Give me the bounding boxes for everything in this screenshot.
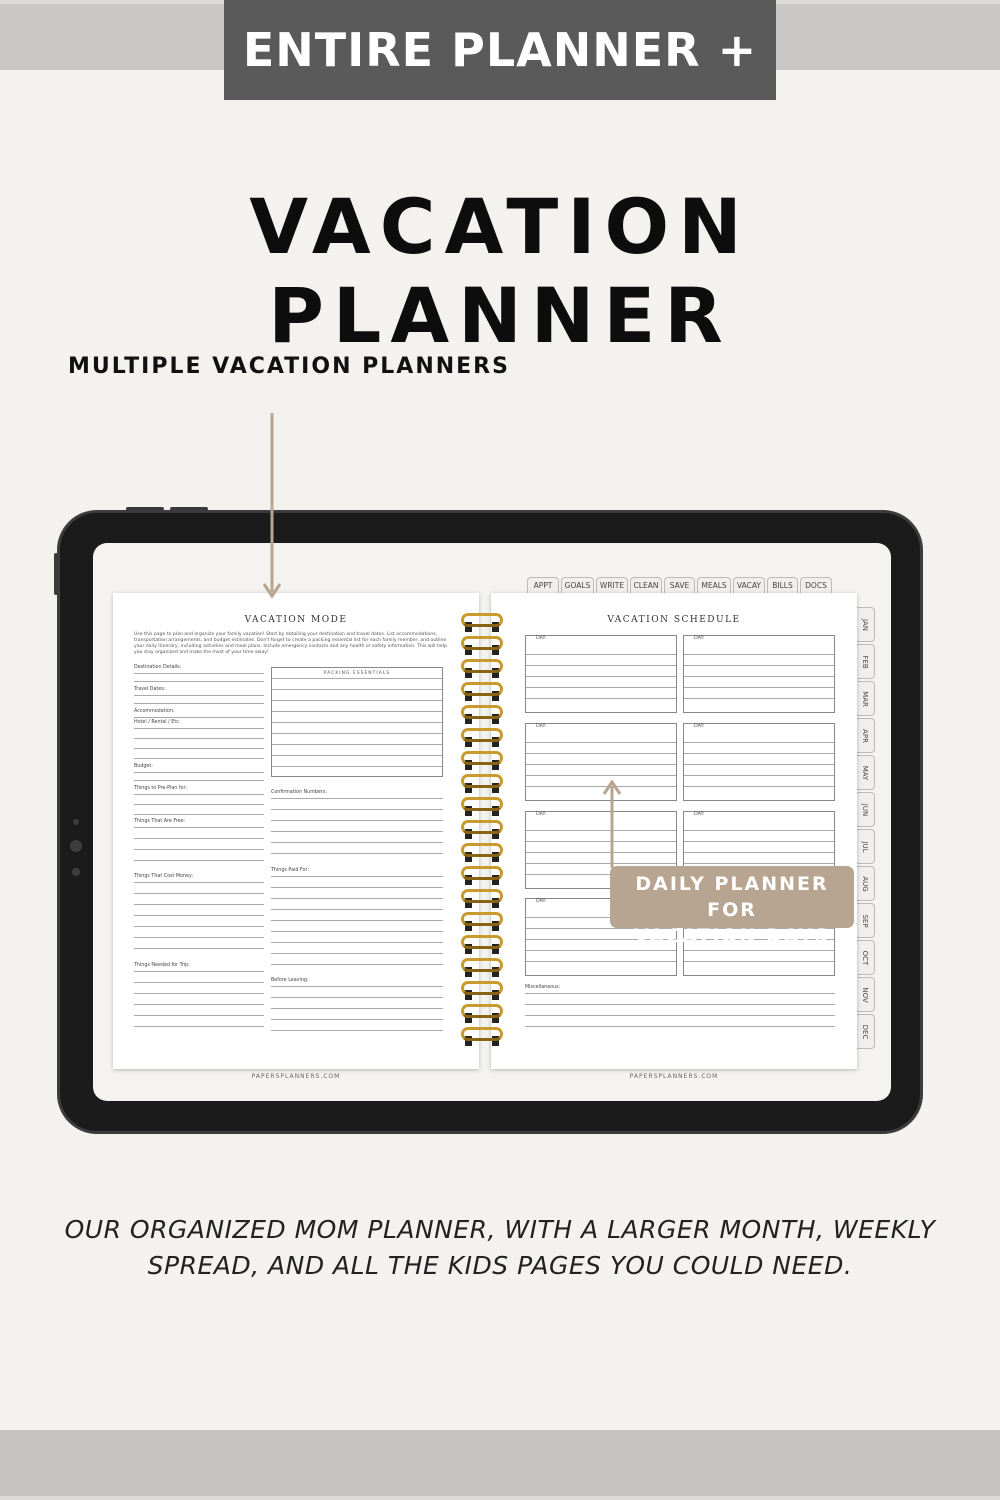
tab-clean[interactable]: CLEAN xyxy=(630,577,662,595)
field-confirmation: Confirmation Numbers: xyxy=(271,790,327,795)
side-tab-label: FEB xyxy=(860,654,869,669)
day-label: DAY: xyxy=(694,636,705,641)
day-label: DAY: xyxy=(694,724,705,729)
left-page-title: VACATION MODE xyxy=(244,615,348,625)
side-tab-label: OCT xyxy=(860,950,869,965)
side-tab-label: NOV xyxy=(860,986,869,1003)
section-label: MULTIPLE VACATION PLANNERS xyxy=(68,354,510,379)
day-label: DAY: xyxy=(694,812,705,817)
field-destination: Destination Details: xyxy=(134,665,182,670)
packing-essentials-title: PACKING ESSENTIALS xyxy=(323,671,391,676)
field-before-leaving: Before Leaving: xyxy=(271,978,309,983)
tab-write[interactable]: WRITE xyxy=(596,577,628,595)
tab-meals[interactable]: MEALS xyxy=(697,577,731,595)
side-tab-label: MAY xyxy=(860,765,869,780)
day-label: DAY: xyxy=(536,636,547,641)
field-pre-plan: Things to Pre-Plan for: xyxy=(134,786,187,791)
callout-line-2: VACATION DAYS xyxy=(633,925,831,947)
field-miscellaneous: Miscellaneous: xyxy=(525,985,561,990)
field-budget: Budget: xyxy=(134,764,153,769)
field-hotel: Hotel / Rental / Etc. xyxy=(134,720,181,725)
day-label: DAY: xyxy=(536,812,547,817)
day-label: DAY: xyxy=(536,899,547,904)
footer-description: OUR ORGANIZED MOM PLANNER, WITH A LARGER MONTH, WEEKLY SPREAD, AND ALL THE KIDS PAGES YOU COULD NEED. xyxy=(64,1215,936,1280)
tab-goals[interactable]: GOALS xyxy=(561,577,594,595)
field-accommodation: Accommodation: xyxy=(134,709,175,714)
field-free: Things That Are Free: xyxy=(134,819,186,824)
tab-docs[interactable]: DOCS xyxy=(800,577,832,595)
callout-badge xyxy=(610,866,854,947)
callout-line-1: DAILY PLANNER FOR xyxy=(635,873,829,921)
field-paid-for: Things Paid For: xyxy=(271,868,309,873)
field-cost-money: Things That Cost Money: xyxy=(134,874,194,879)
tab-save[interactable]: SAVE xyxy=(664,577,695,595)
left-page-footer: PAPERSPLANNERS.COM xyxy=(251,1073,341,1080)
main-title: VACATION PLANNER xyxy=(249,182,751,360)
side-tab-label: JUL xyxy=(860,840,869,853)
side-tab-label: JAN xyxy=(860,618,869,631)
side-tab-label: JUN xyxy=(860,803,869,816)
side-tab-label: MAR xyxy=(860,690,869,707)
field-travel-dates: Travel Dates: xyxy=(134,687,166,692)
side-tab-label: DEC xyxy=(860,1024,869,1039)
tab-bills[interactable]: BILLS xyxy=(767,577,798,595)
side-tab-label: APR xyxy=(860,728,869,743)
right-page-title: VACATION SCHEDULE xyxy=(607,615,741,625)
tab-appt[interactable]: APPT xyxy=(527,577,559,595)
day-label: DAY: xyxy=(536,724,547,729)
arrow-up-icon xyxy=(604,782,620,868)
tab-vacay[interactable]: VACAY xyxy=(733,577,765,595)
arrow-down-icon xyxy=(264,413,280,596)
right-page-footer: PAPERSPLANNERS.COM xyxy=(629,1073,719,1080)
left-page-intro: Use this page to plan and organize your family vacation! Start by detailing your destination and travel dates. List accommodations, transportation arrangements, and budget estimates. Don't forget to create a packing essential list for each family member, and outline your daily itinerary, including activities and meal plans. Include emergency contacts and any health or safety information. This will help you stay organized and make the most of your time away! xyxy=(134,632,447,655)
header-badge-text: ENTIRE PLANNER + xyxy=(242,23,758,77)
side-tab-label: AUG xyxy=(860,875,869,892)
field-needed: Things Needed for Trip: xyxy=(134,963,190,968)
side-tab-label: SEP xyxy=(860,913,869,928)
